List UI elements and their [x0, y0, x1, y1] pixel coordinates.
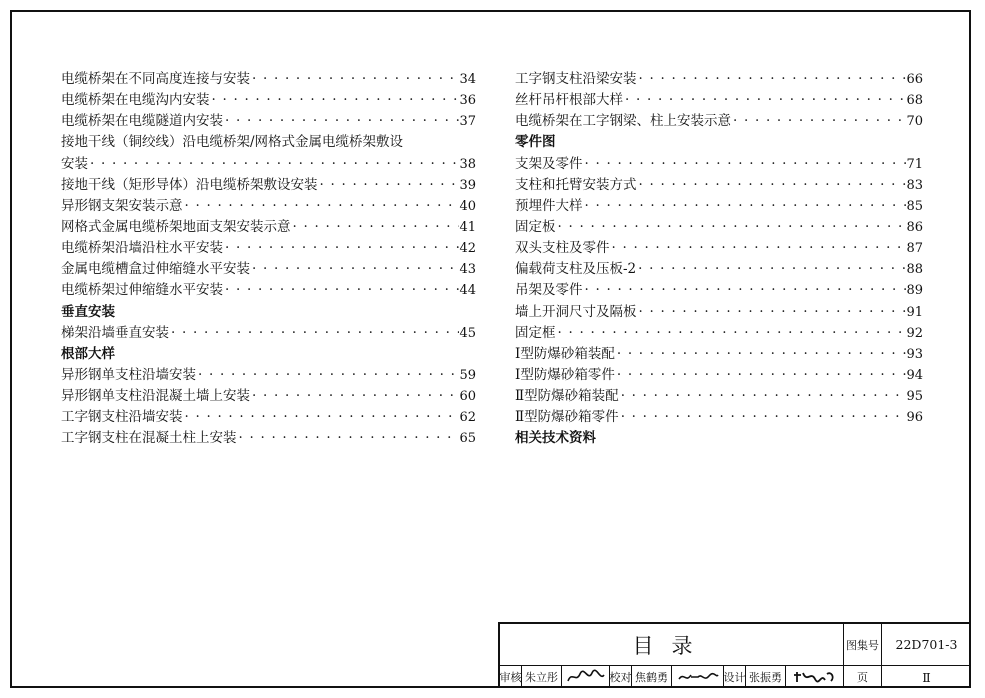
toc-entry-title: 电缆桥架在电缆隧道内安装: [61, 113, 223, 130]
toc-entry-title: 零件图: [515, 134, 556, 151]
toc-leader-dots: [610, 238, 907, 259]
toc-entry-title: 电缆桥架在电缆沟内安装: [61, 92, 210, 109]
toc-entry-title: 固定板: [515, 218, 556, 235]
toc-entry-title: 支架及零件: [515, 155, 583, 172]
toc-entry: [61, 428, 476, 449]
reviewer-signature: [562, 666, 610, 688]
toc-page-number: 91: [906, 304, 923, 320]
toc-entry-title: Ⅰ型防爆砂箱装配: [515, 345, 615, 362]
toc-entry: [61, 386, 476, 407]
toc-page-number: 87: [906, 241, 923, 257]
toc-page-number: 70: [906, 114, 923, 130]
designer-signature: [786, 666, 842, 688]
toc-entry: [515, 302, 923, 323]
toc-section-heading: [515, 428, 923, 449]
toc-page-number: 95: [906, 389, 923, 405]
toc-entry-title: 安装: [61, 155, 88, 172]
drawing-title: 目录: [500, 624, 844, 666]
toc-leader-dots: [583, 196, 907, 217]
toc-page-number: 36: [459, 93, 476, 109]
toc-page-number: 38: [459, 156, 476, 172]
toc-entry-title: 金属电缆槽盒过伸缩缝水平安装: [61, 261, 250, 278]
toc-entry-title: 工字钢支柱在混凝土柱上安装: [61, 430, 237, 447]
toc-entry: [61, 238, 476, 259]
toc-entry: [515, 196, 923, 217]
toc-entry: [515, 407, 923, 428]
toc-entry-title: 相关技术资料: [515, 430, 596, 447]
toc-leader-dots: [556, 323, 907, 344]
toc-leader-dots: [183, 196, 460, 217]
toc-leader-dots: [250, 386, 459, 407]
toc-left-column: [61, 69, 476, 450]
toc-leader-dots: [183, 407, 460, 428]
toc-page-number: 96: [906, 410, 923, 426]
toc-page-number: 62: [459, 410, 476, 426]
toc-entry: [515, 344, 923, 365]
toc-leader-dots: [623, 90, 906, 111]
toc-entry-title: Ⅱ型防爆砂箱零件: [515, 409, 619, 426]
toc-leader-dots: [169, 323, 459, 344]
toc-page-number: 85: [906, 198, 923, 214]
toc-leader-dots: [318, 175, 460, 196]
toc-page-number: 66: [906, 72, 923, 87]
toc-entry-title: 双头支柱及零件: [515, 240, 610, 257]
designer-signature-mark: [791, 669, 837, 685]
page-label: 页: [844, 666, 882, 688]
toc-entry-title: 接地干线（铜绞线）沿电缆桥架/网格式金属电缆桥架敷设: [61, 134, 404, 151]
toc-page-number: 68: [906, 93, 923, 109]
toc-entry-title: 吊架及零件: [515, 282, 583, 299]
toc-page-number: 71: [906, 156, 923, 172]
toc-leader-dots: [223, 280, 459, 301]
toc-entry: [515, 175, 923, 196]
check-label: 校对: [610, 666, 632, 688]
toc-entry-title: Ⅱ型防爆砂箱装配: [515, 388, 619, 405]
toc-page-number: 44: [459, 283, 476, 299]
toc-entry-title: 异形钢单支柱沿混凝土墙上安装: [61, 388, 250, 405]
checker-signature-mark: [676, 669, 720, 685]
toc-entry: [515, 386, 923, 407]
signature-row: [500, 666, 844, 688]
toc-entry: [515, 280, 923, 301]
toc-leader-dots: [615, 365, 907, 386]
toc-entry-title: 异形钢支架安装示意: [61, 197, 183, 214]
toc-page-number: 45: [459, 325, 476, 341]
toc-leader-dots: [88, 154, 459, 175]
toc-entry-title: 电缆桥架过伸缩缝水平安装: [61, 282, 223, 299]
toc-entry-title: 预埋件大样: [515, 197, 583, 214]
toc-page-number: 83: [906, 177, 923, 193]
toc-section-heading: [61, 302, 476, 323]
toc-entry-title: 根部大样: [61, 345, 115, 362]
toc-page-number: 39: [459, 177, 476, 193]
toc-entry-title: 电缆桥架在工字钢梁、柱上安装示意: [515, 113, 731, 130]
toc-entry: [61, 154, 476, 175]
toc-entry-title: 梯架沿墙垂直安装: [61, 324, 169, 341]
toc-page-number: 65: [459, 431, 476, 447]
toc-leader-dots: [223, 238, 459, 259]
checker-name: 焦鹤勇: [632, 666, 672, 688]
toc-entry: [515, 365, 923, 386]
toc-page-number: 34: [459, 72, 476, 87]
toc-entry: [515, 90, 923, 111]
toc-entry: [61, 217, 476, 238]
toc-leader-dots: [237, 428, 460, 449]
toc-entry: [61, 280, 476, 301]
toc-entry-title: 丝杆吊杆根部大样: [515, 92, 623, 109]
design-label: 设计: [724, 666, 746, 688]
toc-entry-title: 网格式金属电缆桥架地面支架安装示意: [61, 218, 291, 235]
toc-section-heading: [61, 344, 476, 365]
toc-entry-title: 偏载荷支柱及压板-2: [515, 261, 637, 278]
toc-entry: [61, 407, 476, 428]
toc-entry: [61, 259, 476, 280]
toc-entry: [61, 132, 476, 153]
toc-entry: [61, 196, 476, 217]
toc-page-number: 43: [459, 262, 476, 278]
toc-entry: [515, 238, 923, 259]
toc-page-number: 89: [906, 283, 923, 299]
toc-entry-title: 垂直安装: [61, 303, 115, 320]
toc-leader-dots: [583, 154, 907, 175]
toc-entry: [61, 323, 476, 344]
atlas-number-label: 图集号: [844, 624, 882, 666]
toc-leader-dots: [619, 407, 907, 428]
toc-entry: [61, 90, 476, 111]
toc-page-number: 37: [459, 114, 476, 130]
toc-page-number: 92: [906, 325, 923, 341]
toc-entry-title: 电缆桥架沿墙沿柱水平安装: [61, 240, 223, 257]
toc-leader-dots: [250, 69, 459, 90]
toc-entry-title: 电缆桥架在不同高度连接与安装: [61, 71, 250, 87]
toc-entry: [61, 365, 476, 386]
review-label: 审核: [500, 666, 522, 688]
toc-leader-dots: [637, 69, 907, 90]
toc-page-number: 41: [459, 219, 476, 235]
toc-entry-title: 墙上开洞尺寸及隔板: [515, 303, 637, 320]
toc-right-column: [515, 69, 923, 450]
toc-page-number: 88: [906, 262, 923, 278]
toc-leader-dots: [250, 259, 459, 280]
toc-entry-title: 接地干线（矩形导体）沿电缆桥架敷设安装: [61, 176, 318, 193]
toc-leader-dots: [619, 386, 907, 407]
toc-entry: [515, 259, 923, 280]
toc-entry-title: 异形钢单支柱沿墙安装: [61, 366, 196, 383]
toc-entry-title: Ⅰ型防爆砂箱零件: [515, 366, 615, 383]
toc-leader-dots: [583, 280, 907, 301]
toc-leader-dots: [637, 302, 907, 323]
toc-leader-dots: [223, 111, 459, 132]
page-number: Ⅱ: [922, 669, 931, 685]
toc-entry: [515, 323, 923, 344]
toc-page-number: 59: [459, 367, 476, 383]
toc-entry: [515, 217, 923, 238]
toc-entry-title: 支柱和托臂安装方式: [515, 176, 637, 193]
reviewer-signature-mark: [566, 669, 606, 685]
toc-entry-title: 工字钢支柱沿梁安装: [515, 71, 637, 87]
toc-section-heading: [515, 132, 923, 153]
designer-name: 张振勇: [746, 666, 786, 688]
checker-signature: [672, 666, 724, 688]
toc-entry-title: 固定框: [515, 324, 556, 341]
toc-leader-dots: [731, 111, 906, 132]
toc-entry: [61, 111, 476, 132]
toc-page-number: 94: [906, 367, 923, 383]
toc-page-number: 40: [459, 198, 476, 214]
toc-leader-dots: [291, 217, 460, 238]
reviewer-name: 朱立彤: [522, 666, 562, 688]
toc-leader-dots: [637, 175, 907, 196]
toc-entry-title: 工字钢支柱沿墙安装: [61, 409, 183, 426]
toc-entry: [515, 154, 923, 175]
title-block: [498, 622, 971, 688]
atlas-number: 22D701-3: [882, 624, 971, 666]
toc-leader-dots: [210, 90, 460, 111]
toc-page-number: 93: [906, 346, 923, 362]
toc-page-number: 42: [459, 241, 476, 257]
toc-leader-dots: [556, 217, 907, 238]
toc-leader-dots: [636, 259, 906, 280]
toc-entry: [61, 175, 476, 196]
toc-leader-dots: [615, 344, 907, 365]
toc-page-number: 60: [459, 389, 476, 405]
toc-entry: [515, 111, 923, 132]
toc-page-number: 86: [906, 219, 923, 235]
toc-entry: [515, 69, 923, 90]
toc-leader-dots: [196, 365, 459, 386]
toc-entry: [61, 69, 476, 90]
